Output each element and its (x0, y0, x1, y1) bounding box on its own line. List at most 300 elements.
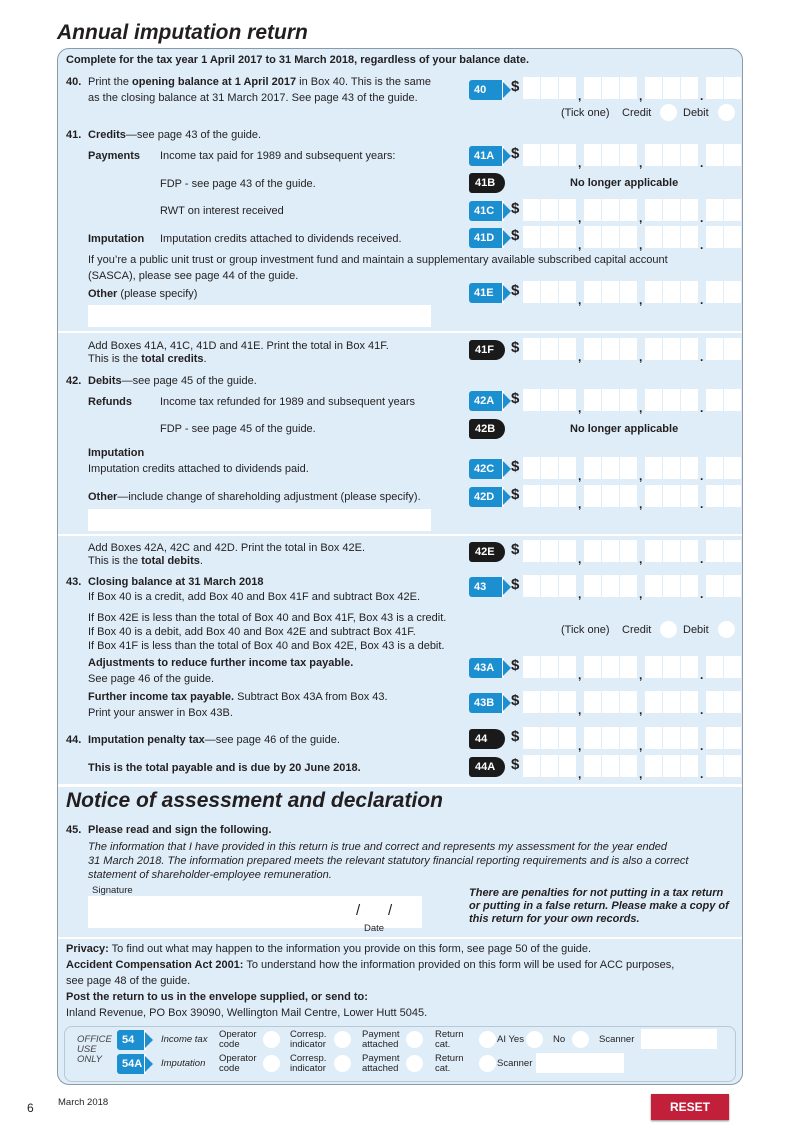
separator: , (639, 350, 643, 364)
digit-cell[interactable] (584, 199, 601, 221)
digit-cell[interactable] (602, 727, 619, 749)
digit-cell[interactable] (541, 540, 558, 562)
scanner-label: Scanner (497, 1058, 533, 1069)
q44-number: 44. (66, 734, 82, 746)
digit-cell[interactable] (681, 226, 698, 248)
amount-41e[interactable] (511, 281, 742, 307)
digit-cell[interactable] (724, 281, 741, 303)
dollar-sign: $ (511, 541, 520, 558)
reset-form-button[interactable]: RESET FORM (651, 1094, 729, 1120)
q40-text-2: as the closing balance at 31 March 2017. See page 43 of the guide. (88, 92, 418, 104)
digit-cell[interactable] (559, 457, 576, 479)
digit-cell[interactable] (645, 457, 662, 479)
digit-cell[interactable] (541, 727, 558, 749)
digit-cell[interactable] (663, 144, 680, 166)
amount-43b[interactable] (511, 691, 742, 717)
digit-cell[interactable] (724, 755, 741, 777)
separator: , (639, 767, 643, 781)
separator: , (578, 89, 582, 103)
digit-cell[interactable] (541, 575, 558, 597)
digit-cell[interactable] (724, 338, 741, 360)
digit-cell[interactable] (602, 389, 619, 411)
digit-cell[interactable] (645, 144, 662, 166)
separator: , (639, 469, 643, 483)
return-cat-label: Return (435, 1029, 464, 1040)
q42a-text: Income tax refunded for 1989 and subsequent years (160, 396, 416, 408)
operator-code-radio-54[interactable] (263, 1031, 280, 1048)
separator: . (700, 587, 704, 601)
digit-cell[interactable] (541, 485, 558, 507)
digit-cell[interactable] (706, 485, 723, 507)
q45-heading: Please read and sign the following. (88, 824, 272, 836)
return-cat-radio-54[interactable] (479, 1031, 496, 1048)
digit-cell[interactable] (620, 540, 637, 562)
digit-cell[interactable] (620, 755, 637, 777)
digit-cell[interactable] (724, 226, 741, 248)
digit-cell[interactable] (663, 281, 680, 303)
digit-cell[interactable] (620, 575, 637, 597)
digit-cell[interactable] (523, 727, 540, 749)
digit-cell[interactable] (645, 727, 662, 749)
digit-cell[interactable] (602, 144, 619, 166)
digit-cell[interactable] (645, 656, 662, 678)
digit-cell[interactable] (663, 77, 680, 99)
debit-radio-43[interactable] (718, 621, 735, 638)
q43a-heading: Adjustments to reduce further income tax payable. (88, 657, 354, 669)
separator: . (700, 668, 704, 682)
digit-cell[interactable] (602, 199, 619, 221)
dollar-sign: $ (511, 486, 520, 503)
digit-cell[interactable] (559, 199, 576, 221)
separator: . (700, 156, 704, 170)
digit-cell[interactable] (602, 575, 619, 597)
digit-cell[interactable] (541, 144, 558, 166)
digit-cell[interactable] (645, 540, 662, 562)
dollar-sign: $ (511, 390, 520, 407)
digit-cell[interactable] (541, 338, 558, 360)
separator: , (639, 739, 643, 753)
corresp-indicator-radio-54[interactable] (334, 1031, 351, 1048)
scanner-field-54a[interactable] (536, 1053, 624, 1073)
digit-cell[interactable] (724, 199, 741, 221)
digit-cell[interactable] (645, 485, 662, 507)
digit-cell[interactable] (645, 281, 662, 303)
operator-code-label: Operator (219, 1029, 257, 1040)
separator: . (700, 238, 704, 252)
penalty-note-3: this return for your own records. (469, 913, 640, 925)
q41c-text: RWT on interest received (160, 205, 284, 217)
digit-cell[interactable] (724, 656, 741, 678)
signature-label: Signature (92, 885, 133, 896)
tick-one-label: (Tick one) (561, 624, 610, 636)
digit-cell[interactable] (663, 755, 680, 777)
digit-cell[interactable] (706, 281, 723, 303)
payment-attached-label: attached (362, 1063, 399, 1074)
q43-rule-3: If Box 41F is less than the total of Box 40 and Box 42E, Box 43 is a debit. (88, 640, 445, 652)
digit-cell[interactable] (541, 281, 558, 303)
digit-cell[interactable] (706, 77, 723, 99)
amount-44[interactable] (511, 727, 742, 753)
digit-cell[interactable] (559, 575, 576, 597)
digit-cell[interactable] (681, 540, 698, 562)
digit-cell[interactable] (724, 485, 741, 507)
q41a-text: Income tax paid for 1989 and subsequent years: (160, 150, 396, 162)
digit-cell[interactable] (706, 338, 723, 360)
digit-cell[interactable] (602, 338, 619, 360)
digit-cell[interactable] (706, 389, 723, 411)
ai-yes-label: AI Yes (497, 1034, 524, 1045)
digit-cell[interactable] (559, 338, 576, 360)
payment-attached-radio-54[interactable] (406, 1031, 423, 1048)
amount-41c[interactable] (511, 199, 742, 225)
digit-cell[interactable] (706, 226, 723, 248)
dollar-sign: $ (511, 458, 520, 475)
refunds-label: Refunds (88, 396, 132, 408)
digit-cell[interactable] (663, 691, 680, 713)
digit-cell[interactable] (681, 575, 698, 597)
digit-cell[interactable] (645, 199, 662, 221)
digit-cell[interactable] (620, 226, 637, 248)
separator: , (639, 401, 643, 415)
digit-cell[interactable] (620, 457, 637, 479)
privacy-text: Privacy: To find out what may happen to the information you provide on this form, see page 50 of the guide. (66, 943, 592, 955)
digit-cell[interactable] (681, 755, 698, 777)
dollar-sign: $ (511, 339, 520, 356)
digit-cell[interactable] (620, 389, 637, 411)
dollar-sign: $ (511, 657, 520, 674)
digit-cell[interactable] (523, 755, 540, 777)
digit-cell[interactable] (645, 338, 662, 360)
digit-cell[interactable] (559, 540, 576, 562)
digit-cell[interactable] (663, 656, 680, 678)
q42e-text-2: This is the total debits. (88, 555, 203, 567)
amount-42c[interactable] (511, 457, 742, 483)
box-label-43a: 43A (469, 658, 503, 678)
digit-cell[interactable] (724, 457, 741, 479)
digit-cell[interactable] (584, 540, 601, 562)
q43b-text-2: Print your answer in Box 43B. (88, 707, 233, 719)
digit-cell[interactable] (523, 656, 540, 678)
box-label-42a: 42A (469, 391, 503, 411)
digit-cell[interactable] (620, 338, 637, 360)
digit-cell[interactable] (706, 457, 723, 479)
digit-cell[interactable] (681, 77, 698, 99)
digit-cell[interactable] (541, 226, 558, 248)
amount-41d[interactable] (511, 226, 742, 252)
digit-cell[interactable] (706, 540, 723, 562)
digit-cell[interactable] (584, 281, 601, 303)
credit-radio-40[interactable] (660, 104, 677, 121)
digit-cell[interactable] (706, 575, 723, 597)
digit-cell[interactable] (584, 485, 601, 507)
digit-cell[interactable] (523, 77, 540, 99)
digit-cell[interactable] (584, 77, 601, 99)
amount-43a[interactable] (511, 656, 742, 682)
imputation-label: Imputation (88, 233, 145, 245)
digit-cell[interactable] (584, 389, 601, 411)
digit-cell[interactable] (559, 691, 576, 713)
digit-cell[interactable] (559, 389, 576, 411)
digit-cell[interactable] (559, 656, 576, 678)
digit-cell[interactable] (559, 144, 576, 166)
separator: . (700, 497, 704, 511)
digit-cell[interactable] (523, 144, 540, 166)
digit-cell[interactable] (584, 338, 601, 360)
digit-cell[interactable] (523, 575, 540, 597)
q42-number: 42. (66, 375, 82, 387)
separator: , (639, 89, 643, 103)
declaration-3: statement of shareholder-employee remuneration. (88, 869, 332, 881)
amount-42a[interactable] (511, 389, 742, 415)
tick-one-label: (Tick one) (561, 107, 610, 119)
separator: , (639, 238, 643, 252)
scanner-field-54[interactable] (641, 1029, 717, 1049)
digit-cell[interactable] (645, 575, 662, 597)
ai-no-radio[interactable] (572, 1031, 589, 1048)
separator: . (700, 767, 704, 781)
office-label: ONLY (77, 1054, 102, 1065)
office-label: USE (77, 1044, 97, 1055)
q43-heading: Closing balance at 31 March 2018 (88, 576, 264, 588)
digit-cell[interactable] (724, 144, 741, 166)
digit-cell[interactable] (663, 226, 680, 248)
digit-cell[interactable] (541, 656, 558, 678)
digit-cell[interactable] (584, 656, 601, 678)
total-payable-text: This is the total payable and is due by 20 June 2018. (88, 762, 361, 774)
corresp-indicator-label: indicator (290, 1039, 326, 1050)
digit-cell[interactable] (706, 727, 723, 749)
box-label-54: 54 (117, 1030, 145, 1050)
digit-cell[interactable] (681, 199, 698, 221)
digit-cell[interactable] (584, 144, 601, 166)
digit-cell[interactable] (584, 755, 601, 777)
intro-text: Complete for the tax year 1 April 2017 to 31 March 2018, regardless of your balance date. (66, 54, 529, 66)
other-debits-specify-input[interactable] (88, 509, 431, 531)
acc-text-2: see page 48 of the guide. (66, 975, 191, 987)
digit-cell[interactable] (559, 281, 576, 303)
digit-cell[interactable] (541, 199, 558, 221)
digit-cell[interactable] (523, 226, 540, 248)
digit-cell[interactable] (706, 199, 723, 221)
digit-cell[interactable] (559, 485, 576, 507)
digit-cell[interactable] (620, 77, 637, 99)
digit-cell[interactable] (602, 457, 619, 479)
digit-cell[interactable] (663, 457, 680, 479)
digit-cell[interactable] (724, 540, 741, 562)
digit-cell[interactable] (541, 389, 558, 411)
debit-radio-40[interactable] (718, 104, 735, 121)
corresp-indicator-radio-54a[interactable] (334, 1055, 351, 1072)
separator: , (578, 156, 582, 170)
digit-cell[interactable] (663, 575, 680, 597)
digit-cell[interactable] (681, 727, 698, 749)
digit-cell[interactable] (620, 656, 637, 678)
digit-cell[interactable] (584, 457, 601, 479)
digit-cell[interactable] (620, 691, 637, 713)
digit-cell[interactable] (559, 77, 576, 99)
digit-cell[interactable] (602, 691, 619, 713)
separator: , (578, 767, 582, 781)
separator: . (700, 401, 704, 415)
digit-cell[interactable] (523, 199, 540, 221)
operator-code-label: code (219, 1039, 240, 1050)
digit-cell[interactable] (523, 540, 540, 562)
digit-cell[interactable] (523, 485, 540, 507)
digit-cell[interactable] (620, 281, 637, 303)
digit-cell[interactable] (620, 199, 637, 221)
digit-cell[interactable] (523, 457, 540, 479)
box-label-42b: 42B (469, 419, 505, 439)
amount-44a[interactable] (511, 755, 742, 781)
penalty-note-1: There are penalties for not putting in a tax return (469, 887, 724, 899)
divider (58, 331, 742, 333)
digit-cell[interactable] (620, 144, 637, 166)
digit-cell[interactable] (706, 755, 723, 777)
q41f-text-2: This is the total credits. (88, 353, 207, 365)
digit-cell[interactable] (584, 575, 601, 597)
payment-attached-radio-54a[interactable] (406, 1055, 423, 1072)
imputation-label: Imputation (161, 1058, 206, 1069)
amount-43[interactable] (511, 575, 742, 601)
digit-cell[interactable] (681, 144, 698, 166)
credit-label: Credit (622, 624, 652, 636)
digit-cell[interactable] (706, 656, 723, 678)
separator: , (578, 703, 582, 717)
digit-cell[interactable] (523, 338, 540, 360)
box-label-42e: 42E (469, 542, 505, 562)
digit-cell[interactable] (663, 338, 680, 360)
acc-text: Accident Compensation Act 2001: To understand how the information provided on this form will be used for ACC purposes, (66, 959, 675, 971)
no-longer-applicable: No longer applicable (570, 423, 679, 435)
separator: , (639, 668, 643, 682)
post-instruction: Post the return to us in the envelope supplied, or send to: (66, 991, 368, 1003)
digit-cell[interactable] (602, 77, 619, 99)
declaration-2: 31 March 2018. The information prepared meets the relevant statutory financial reporting requirements and is also a correct (88, 855, 689, 867)
no-longer-applicable: No longer applicable (570, 177, 679, 189)
digit-cell[interactable] (541, 691, 558, 713)
scanner-label: Scanner (599, 1034, 635, 1045)
box-label-41e: 41E (469, 283, 503, 303)
digit-cell[interactable] (584, 691, 601, 713)
digit-cell[interactable] (620, 727, 637, 749)
digit-cell[interactable] (681, 457, 698, 479)
digit-cell[interactable] (724, 727, 741, 749)
dollar-sign: $ (511, 78, 520, 95)
box-label-42d: 42D (469, 487, 503, 507)
digit-cell[interactable] (523, 281, 540, 303)
digit-cell[interactable] (602, 485, 619, 507)
digit-cell[interactable] (645, 691, 662, 713)
digit-cell[interactable] (724, 389, 741, 411)
amount-42d[interactable] (511, 485, 742, 511)
digit-cell[interactable] (663, 540, 680, 562)
q41f-text-1: Add Boxes 41A, 41C, 41D and 41E. Print the total in Box 41F. (88, 340, 389, 352)
q43-number: 43. (66, 576, 82, 588)
q42d-text: Other—include change of shareholding adjustment (please specify). (88, 491, 421, 503)
amount-41f[interactable] (511, 338, 742, 364)
digit-cell[interactable] (584, 226, 601, 248)
amount-41a[interactable] (511, 144, 742, 170)
digit-cell[interactable] (663, 727, 680, 749)
digit-cell[interactable] (663, 389, 680, 411)
separator: , (578, 469, 582, 483)
separator: , (578, 552, 582, 566)
digit-cell[interactable] (645, 226, 662, 248)
digit-cell[interactable] (681, 281, 698, 303)
digit-cell[interactable] (559, 727, 576, 749)
digit-cell[interactable] (541, 77, 558, 99)
digit-cell[interactable] (681, 485, 698, 507)
digit-cell[interactable] (602, 755, 619, 777)
digit-cell[interactable] (541, 755, 558, 777)
dollar-sign: $ (511, 227, 520, 244)
separator: . (700, 469, 704, 483)
digit-cell[interactable] (559, 755, 576, 777)
box-label-43b: 43B (469, 693, 503, 713)
digit-cell[interactable] (523, 691, 540, 713)
sasca-text-1: If you’re a public unit trust or group investment fund and maintain a supplementary available subscribed capital account (88, 254, 668, 266)
separator: . (700, 89, 704, 103)
notice-title: Notice of assessment and declaration (66, 789, 443, 812)
date-slash: / (388, 902, 393, 919)
digit-cell[interactable] (681, 656, 698, 678)
digit-cell[interactable] (559, 226, 576, 248)
digit-cell[interactable] (681, 389, 698, 411)
box-label-43: 43 (469, 577, 503, 597)
digit-cell[interactable] (645, 389, 662, 411)
amount-42e[interactable] (511, 540, 742, 566)
digit-cell[interactable] (523, 389, 540, 411)
digit-cell[interactable] (541, 457, 558, 479)
digit-cell[interactable] (724, 575, 741, 597)
payment-attached-label: Payment (362, 1053, 400, 1064)
ai-yes-radio[interactable] (526, 1031, 543, 1048)
digit-cell[interactable] (724, 77, 741, 99)
date-slash: / (356, 902, 361, 919)
return-cat-label: cat. (435, 1063, 451, 1074)
separator: , (578, 238, 582, 252)
return-cat-radio-54a[interactable] (479, 1055, 496, 1072)
digit-cell[interactable] (706, 144, 723, 166)
sasca-text-2: (SASCA), please see page 44 of the guide. (88, 270, 299, 282)
corresp-indicator-label: Corresp. (290, 1029, 327, 1040)
digit-cell[interactable] (645, 755, 662, 777)
digit-cell[interactable] (663, 485, 680, 507)
digit-cell[interactable] (724, 691, 741, 713)
digit-cell[interactable] (681, 338, 698, 360)
amount-40[interactable] (511, 77, 742, 103)
digit-cell[interactable] (663, 199, 680, 221)
digit-cell[interactable] (584, 727, 601, 749)
digit-cell[interactable] (706, 691, 723, 713)
digit-cell[interactable] (645, 77, 662, 99)
digit-cell[interactable] (602, 281, 619, 303)
box-label-54a: 54A (117, 1054, 145, 1074)
digit-cell[interactable] (602, 656, 619, 678)
q43a-text: See page 46 of the guide. (88, 673, 214, 685)
digit-cell[interactable] (681, 691, 698, 713)
operator-code-radio-54a[interactable] (263, 1055, 280, 1072)
corresp-indicator-label: Corresp. (290, 1053, 327, 1064)
digit-cell[interactable] (620, 485, 637, 507)
separator: , (578, 401, 582, 415)
digit-cell[interactable] (602, 226, 619, 248)
q43b-text: Further income tax payable. Subtract Box 43A from Box 43. (88, 691, 388, 703)
q41e-text: Other (please specify) (88, 288, 198, 300)
digit-cell[interactable] (602, 540, 619, 562)
credit-radio-43[interactable] (660, 621, 677, 638)
other-credits-specify-input[interactable] (88, 305, 431, 327)
